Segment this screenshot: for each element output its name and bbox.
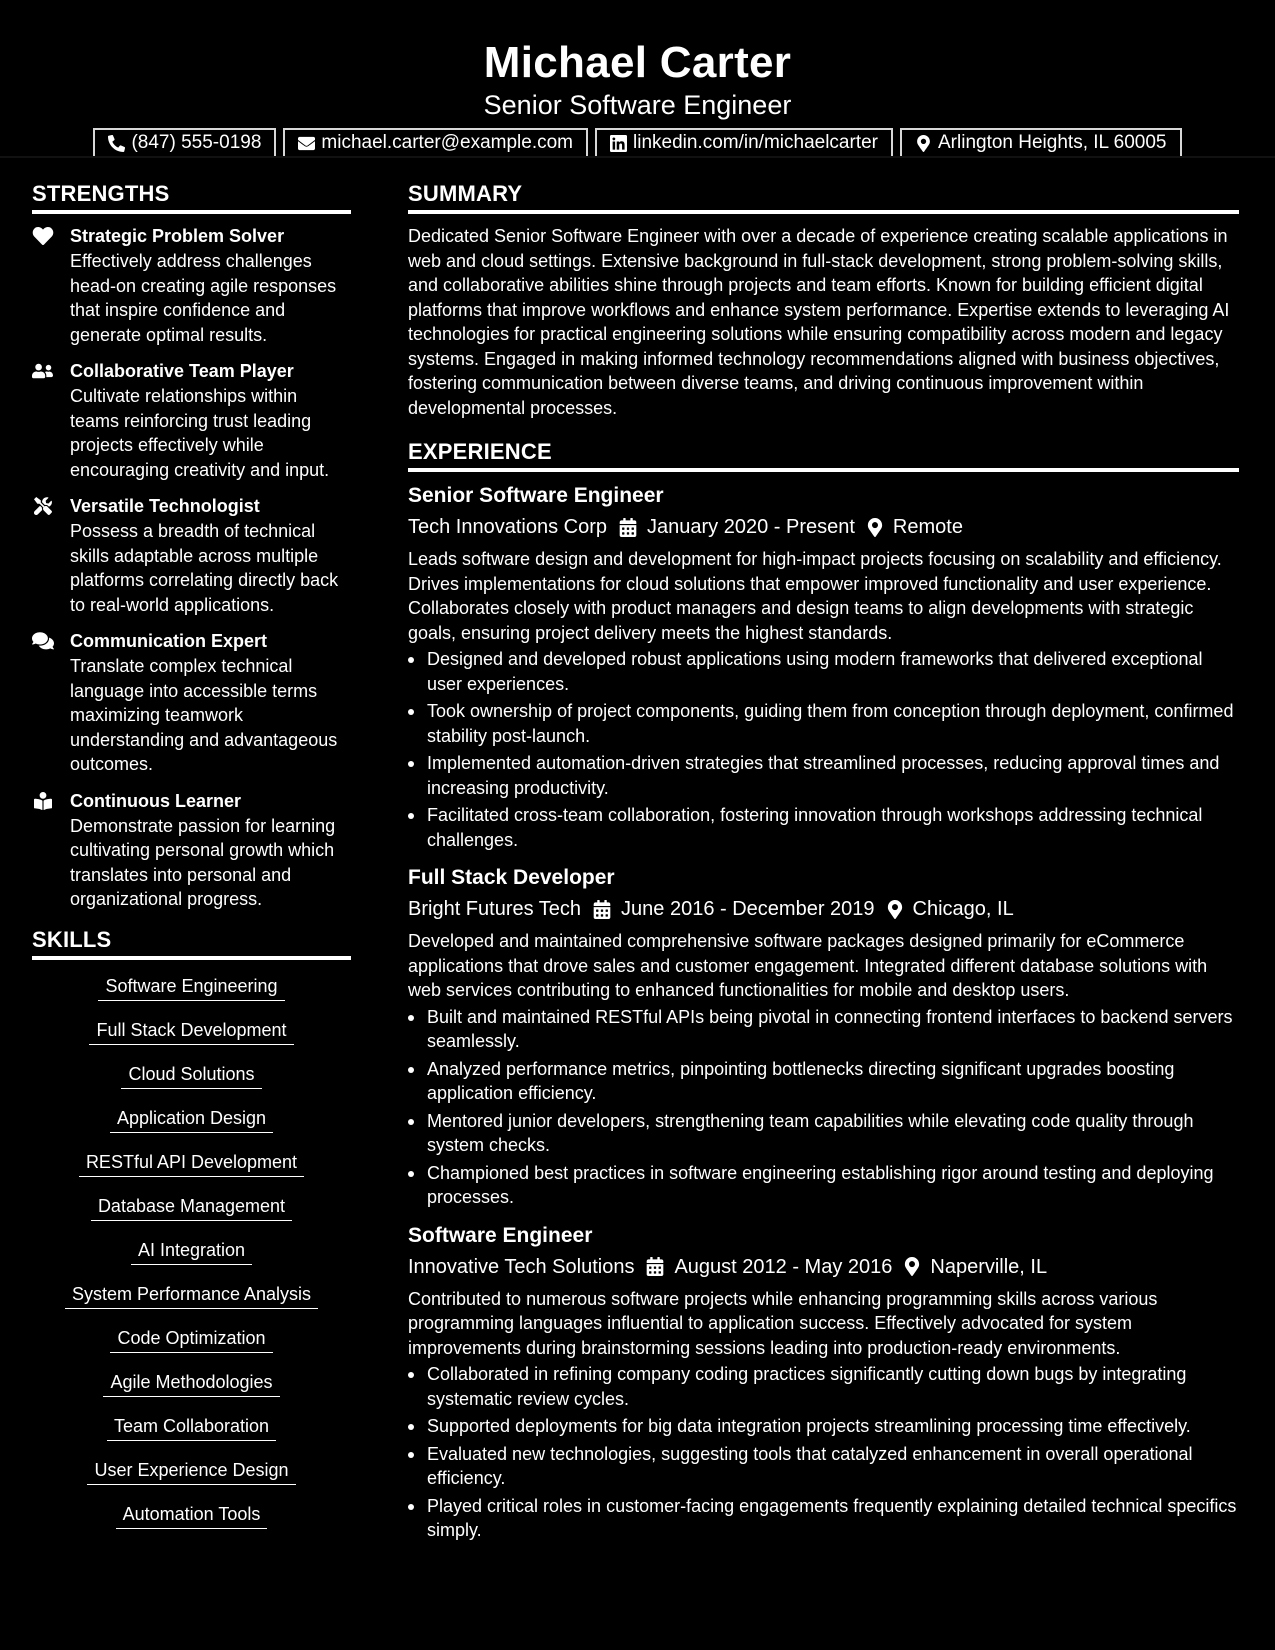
left-column — [32, 178, 351, 1546]
job-description: Leads software design and development for high-impact projects focusing on scalability and efficiency. Drives implementations for cloud solutions that empower improved functionality and user experience. Collaborates closely with product managers and design teams to align developments with strategic goals, ensuring project delivery meets the highest standards. — [408, 549, 1222, 643]
job-company: Tech Innovations Corp — [408, 516, 608, 538]
achievement-item: Facilitated cross-team collaboration, fostering innovation through workshops addressing technical challenges. — [408, 803, 1239, 852]
strength-desc: Cultivate relationships within teams reinforcing trust leading projects effectively while encouraging creativity and input. — [70, 386, 330, 480]
contact-linkedin[interactable] — [595, 128, 893, 158]
strength-desc: Effectively address challenges head-on creating agile responses that inspire confidence and generate optimal results. — [70, 251, 337, 345]
achievement-item: Collaborated in refining company coding practices significantly cutting down bugs by integrating systematic review cycles. — [408, 1362, 1239, 1411]
job-location: Naperville, IL — [930, 1255, 1048, 1278]
experience-entry — [408, 1222, 1239, 1543]
skills-list — [32, 974, 351, 1546]
experience-entry — [408, 482, 1239, 852]
calendar-icon — [646, 1257, 664, 1276]
contact-phone-text: (847) 555-0198 — [131, 132, 262, 153]
candidate-title: Senior Software Engineer — [483, 90, 792, 120]
achievement-item: Supported deployments for big data integration projects streamlining processing time effectively. — [408, 1414, 1239, 1439]
contact-email-text: michael.carter@example.com — [321, 132, 573, 153]
right-column — [408, 178, 1239, 1546]
header-divider — [0, 156, 1275, 158]
experience-entry — [408, 864, 1239, 1210]
strength-desc: Translate complex technical language into accessible terms maximizing teamwork understanding and advantageous outcomes. — [70, 656, 338, 774]
strength-item — [32, 789, 351, 912]
strengths-list — [32, 224, 351, 912]
skill-tag: Code Optimization — [110, 1326, 272, 1353]
achievement-item: Played critical roles in customer-facing engagements frequently explaining detailed technical specifics simply. — [408, 1494, 1239, 1543]
resume-header — [0, 0, 1275, 157]
strength-title: Continuous Learner — [70, 790, 242, 811]
skill-tag: Database Management — [91, 1194, 292, 1221]
strength-title: Strategic Problem Solver — [70, 226, 285, 246]
job-meta — [408, 511, 1239, 543]
skill-tag: Team Collaboration — [107, 1414, 276, 1441]
job-role: Senior Software Engineer — [408, 484, 664, 507]
phone-icon — [108, 135, 125, 152]
location-pin-icon — [904, 1257, 920, 1276]
experience-heading: EXPERIENCE — [408, 436, 1239, 472]
job-meta — [408, 1251, 1239, 1283]
users-icon — [32, 362, 54, 380]
job-achievements — [408, 647, 1239, 852]
job-dates: June 2016 - December 2019 — [621, 898, 875, 920]
calendar-icon — [593, 900, 611, 919]
strength-title: Versatile Technologist — [70, 496, 260, 516]
location-pin-icon — [867, 518, 883, 537]
strength-title: Collaborative Team Player — [70, 361, 294, 381]
contact-location-text: Arlington Heights, IL 60005 — [938, 132, 1167, 153]
contact-bar — [0, 128, 1275, 158]
job-company: Bright Futures Tech — [408, 898, 582, 920]
skill-tag: Automation Tools — [116, 1502, 268, 1529]
strength-desc: Possess a breadth of technical skills adaptable across multiple platforms correlating directly back to real-world applications. — [70, 521, 339, 615]
skill-tag: Application Design — [110, 1106, 273, 1133]
contact-linkedin-text: linkedin.com/in/michaelcarter — [633, 132, 878, 153]
candidate-name: Michael Carter — [483, 38, 792, 87]
location-pin-icon — [915, 135, 932, 152]
strength-item — [32, 494, 351, 617]
job-dates: January 2020 - Present — [647, 516, 855, 538]
skills-heading: SKILLS — [32, 924, 351, 960]
strengths-heading: STRENGTHS — [32, 178, 351, 214]
job-role: Software Engineer — [408, 1223, 593, 1247]
comments-icon — [32, 632, 54, 650]
book-reader-icon — [32, 792, 54, 810]
strength-item — [32, 224, 351, 347]
achievement-item: Took ownership of project components, guiding them from conception through deployment, confirmed stability post-launch. — [408, 699, 1239, 748]
achievement-item: Analyzed performance metrics, pinpointing bottlenecks directing significant upgrades boosting application efficiency. — [408, 1057, 1239, 1106]
skill-tag: Agile Methodologies — [103, 1370, 279, 1397]
achievement-item: Built and maintained RESTful APIs being pivotal in connecting frontend interfaces to backend servers seamlessly. — [408, 1005, 1239, 1054]
contact-phone[interactable] — [93, 128, 276, 158]
skill-tag: System Performance Analysis — [65, 1282, 318, 1309]
achievement-item: Mentored junior developers, strengthening team capabilities while elevating code quality through system checks. — [408, 1109, 1239, 1158]
skill-tag: RESTful API Development — [79, 1150, 304, 1177]
achievement-item: Evaluated new technologies, suggesting tools that catalyzed enhancement in overall operational efficiency. — [408, 1442, 1239, 1491]
strength-item — [32, 629, 351, 777]
job-description: Developed and maintained comprehensive software packages designed primarily for eCommerce applications that drove sales and customer engagement. Integrated different database solutions with web services contributing to enhanced functionalities for mobile and desktop users. — [408, 931, 1208, 1000]
strength-item — [32, 359, 351, 482]
skill-tag: Cloud Solutions — [121, 1062, 261, 1089]
summary-text: Dedicated Senior Software Engineer with over a decade of experience creating scalable applications in web and cloud settings. Extensive background in full-stack development, strong problem-solving skills, and collaborative abilities shine through projects and team efforts. Known for building efficient digital platforms that improve workflows and enhance system performance. Expertise extends to leveraging AI technologies for practical engineering solutions while ensuring compatibility across modern and legacy systems. Engaged in making informed technology recommendations aligned with business objectives, fostering communication between diverse teams, and driving continuous improvement within developmental processes. — [408, 226, 1230, 418]
job-location: Chicago, IL — [912, 898, 1014, 920]
location-pin-icon — [887, 900, 903, 919]
envelope-icon — [298, 135, 315, 152]
tools-icon — [32, 497, 54, 515]
skill-tag: Full Stack Development — [89, 1018, 293, 1045]
achievement-item: Implemented automation-driven strategies that streamlined processes, reducing approval times and increasing productivity. — [408, 751, 1239, 800]
job-meta — [408, 893, 1239, 925]
job-achievements — [408, 1005, 1239, 1210]
achievement-item: Championed best practices in software engineering establishing rigor around testing and deploying processes. — [408, 1161, 1239, 1210]
job-description: Contributed to numerous software projects while enhancing programming skills across various programming languages influential to application success. Effectively advocated for system improvements during brainstorming sessions leading into production-ready environments. — [408, 1288, 1158, 1358]
contact-location — [900, 128, 1182, 158]
job-location: Remote — [892, 516, 963, 538]
job-company: Innovative Tech Solutions — [408, 1255, 635, 1278]
job-dates: August 2012 - May 2016 — [674, 1255, 893, 1278]
contact-email[interactable] — [283, 128, 588, 158]
strength-title: Communication Expert — [70, 631, 268, 651]
achievement-item: Designed and developed robust applications using modern frameworks that delivered exceptional user experiences. — [408, 647, 1239, 696]
summary-heading: SUMMARY — [408, 178, 1239, 214]
job-achievements — [408, 1362, 1239, 1543]
strength-desc: Demonstrate passion for learning cultivating personal growth which translates into personal and organizational progress. — [70, 815, 336, 909]
skill-tag: Software Engineering — [98, 974, 284, 1001]
skill-tag: User Experience Design — [87, 1458, 295, 1485]
linkedin-icon — [610, 135, 627, 152]
heart-icon — [32, 227, 54, 245]
calendar-icon — [619, 518, 637, 537]
job-role: Full Stack Developer — [408, 866, 615, 889]
skill-tag: AI Integration — [131, 1238, 252, 1265]
